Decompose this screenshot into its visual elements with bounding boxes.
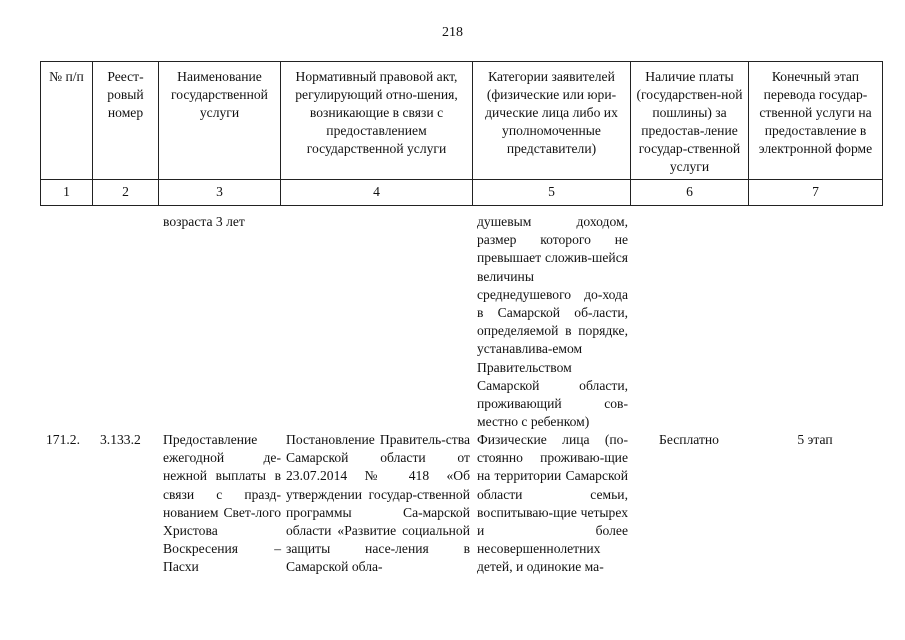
header-legal-act: Нормативный правовой акт, регулирующий отно-шения, возникающие в связи с предоставлением государственной услуги [281, 62, 473, 180]
column-number: 3 [159, 180, 281, 206]
column-number: 1 [41, 180, 93, 206]
services-table-header [40, 61, 883, 206]
row-fee: Бесплатно [659, 432, 719, 447]
row-service-name: Предоставление ежегодной де-нежной выплаты в связи с празд-нованием Свет-лого Христова Воскресения – Пасхи [163, 432, 281, 575]
column-number: 4 [281, 180, 473, 206]
header-applicant-categories: Категории заявителей (физические или юри-дические лица либо их уполномоченные представители) [473, 62, 631, 180]
row-applicants: Физические лица (по-стоянно проживаю-щие на территории Самарской области семьи, воспитываю-щие четырех и более несовершеннолетних детей, и одинокие ма- [477, 432, 628, 575]
page-number: 218 [442, 25, 463, 40]
row-number: 171.2. [46, 432, 80, 447]
column-number: 6 [631, 180, 749, 206]
column-number: 7 [749, 180, 883, 206]
column-number: 2 [93, 180, 159, 206]
column-number: 5 [473, 180, 631, 206]
header-registry-number: Реест-ровый номер [93, 62, 159, 180]
row-registry-number: 3.133.2 [100, 432, 141, 447]
header-row [41, 62, 883, 180]
row-legal-act: Постановление Правитель-ства Самарской области от 23.07.2014 № 418 «Об утверждении государ-ственной программы Са-марской области «Развитие социальной защиты насе-ления в Самарской обла- [286, 432, 470, 575]
continuation-service-name: возраста 3 лет [163, 214, 245, 229]
continuation-applicants: душевым доходом, размер которого не превышает сложив-шейся величины среднедушевого до-хода в Самарской об-ласти, определяемой в порядке, устанавлива-емом Правительством Самарской области, проживающий сов-местно с ребенком) [477, 214, 628, 430]
column-number-row [41, 180, 883, 206]
header-final-stage: Конечный этап перевода государ-ственной услуги на предоставление в электронной форме [749, 62, 883, 180]
row-final-stage: 5 этап [797, 432, 833, 447]
header-service-name: Наименование государственной услуги [159, 62, 281, 180]
header-number: № п/п [41, 62, 93, 180]
header-fee: Наличие платы (государствен-ной пошлины) за предостав-ление государ-ственной услуги [631, 62, 749, 180]
